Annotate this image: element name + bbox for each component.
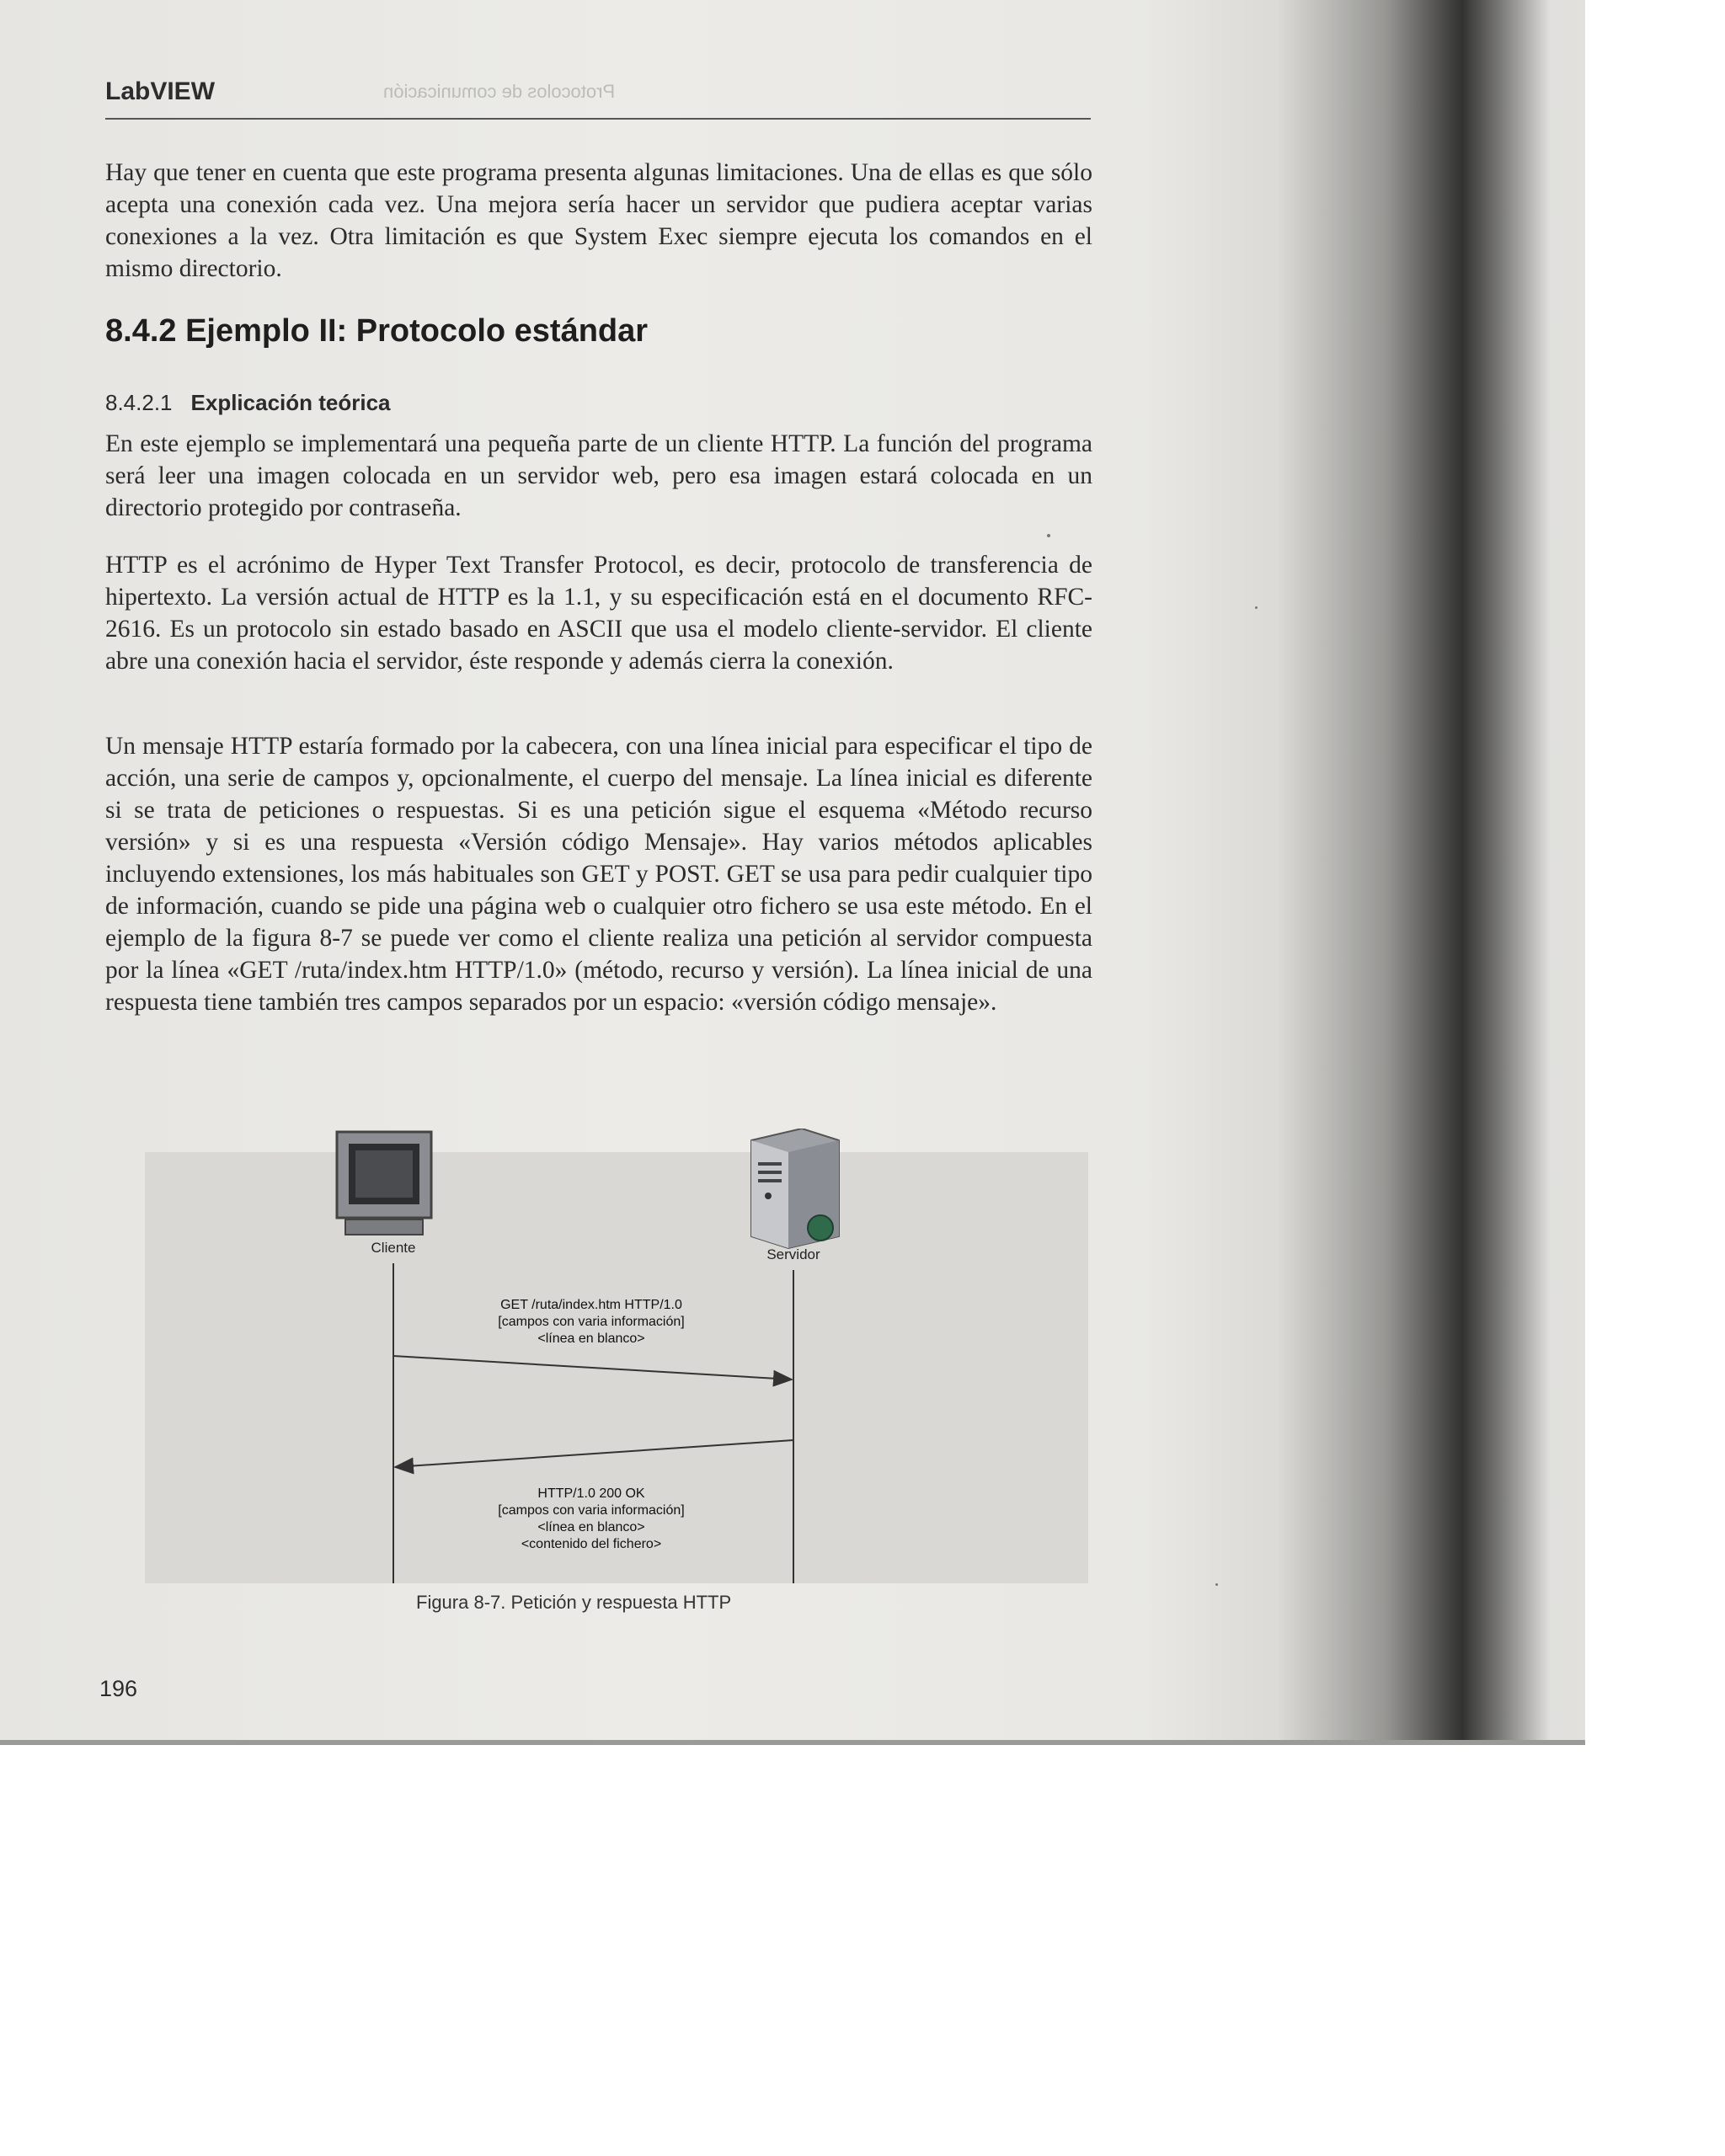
page-bottom-edge	[0, 1740, 1585, 1745]
intro-paragraph: Hay que tener en cuenta que este programa presenta algunas limitaciones. Una de ellas es que sólo acepta una conexión cada vez. Una mejora sería hacer un servidor que pudiera aceptar varias conexiones a la vez. Otra limitación es que System Exec siempre ejecuta los comandos en el mismo directorio.	[105, 159, 1092, 282]
subsection-heading	[105, 390, 391, 416]
response-file-content: <contenido del fichero>	[521, 1537, 662, 1551]
page-fold-shadow	[1146, 0, 1585, 1745]
response-blank-line: <línea en blanco>	[537, 1520, 645, 1534]
paragraph-2: HTTP es el acrónimo de Hyper Text Transfer Protocol, es decir, protocolo de transferencia de hipertexto. La versión actual de HTTP es la 1.1, y su especificación está en el documento RFC-2616. Es un protocolo sin estado basado en ASCII que usa el modelo cliente-servidor. El cliente abre una conexión hacia el servidor, éste responde y además cierra la conexión.	[105, 552, 1092, 675]
paragraph-3: Un mensaje HTTP estaría formado por la cabecera, con una línea inicial para especificar el tipo de acción, una serie de campos y, opcionalmente, el cuerpo del mensaje. La línea inicial es diferente si se trata de peticiones o respuestas. Si es una petición sigue el esquema «Método recurso versión» y si es una respuesta «Versión código Mensaje». Hay varios métodos aplicables incluyendo extensiones, los más habituales son GET y POST. GET se usa para pedir cualquier tipo de información, cuando se pide una página web o cualquier otro fichero se usa este método. En el ejemplo de la figura 8-7 se puede ver como el cliente realiza una petición al servidor compuesta por la línea «GET /ruta/index.htm HTTP/1.0» (método, recurso y versión). La línea inicial de una respuesta tiene también tres campos separados por un espacio: «versión código mensaje».	[105, 733, 1092, 1016]
http-sequence-figure	[145, 1129, 1088, 1583]
server-icon	[751, 1129, 839, 1248]
response-status-line: HTTP/1.0 200 OK	[537, 1486, 645, 1501]
subsection-number: 8.4.2.1	[105, 390, 173, 415]
page-number: 196	[99, 1676, 138, 1701]
response-message	[448, 1486, 734, 1553]
subsection-title: Explicación teórica	[190, 390, 391, 415]
book-title: LabVIEW	[105, 77, 216, 105]
server-label: Servidor	[766, 1246, 820, 1262]
section-heading: 8.4.2 Ejemplo II: Protocolo estándar	[105, 313, 649, 349]
speck	[1255, 606, 1258, 609]
response-fields: [campos con varia información]	[498, 1503, 685, 1518]
client-label: Cliente	[371, 1240, 416, 1256]
request-blank-line: <línea en blanco>	[537, 1331, 645, 1346]
running-header	[105, 74, 1091, 120]
show-through-text: Protocolos de comunicación	[383, 81, 616, 102]
request-line: GET /ruta/index.htm HTTP/1.0	[500, 1298, 682, 1312]
request-message	[448, 1297, 734, 1348]
figure-caption: Figura 8-7. Petición y respuesta HTTP	[416, 1592, 732, 1613]
paragraph-1: En este ejemplo se implementará una pequeña parte de un cliente HTTP. La función del programa será leer una imagen colocada en un servidor web, pero esa imagen estará colocada en un directorio protegido por contraseña.	[105, 430, 1092, 521]
request-fields: [campos con varia información]	[498, 1315, 685, 1329]
client-computer-icon	[337, 1132, 431, 1235]
speck	[1215, 1583, 1218, 1586]
speck	[1047, 534, 1050, 537]
